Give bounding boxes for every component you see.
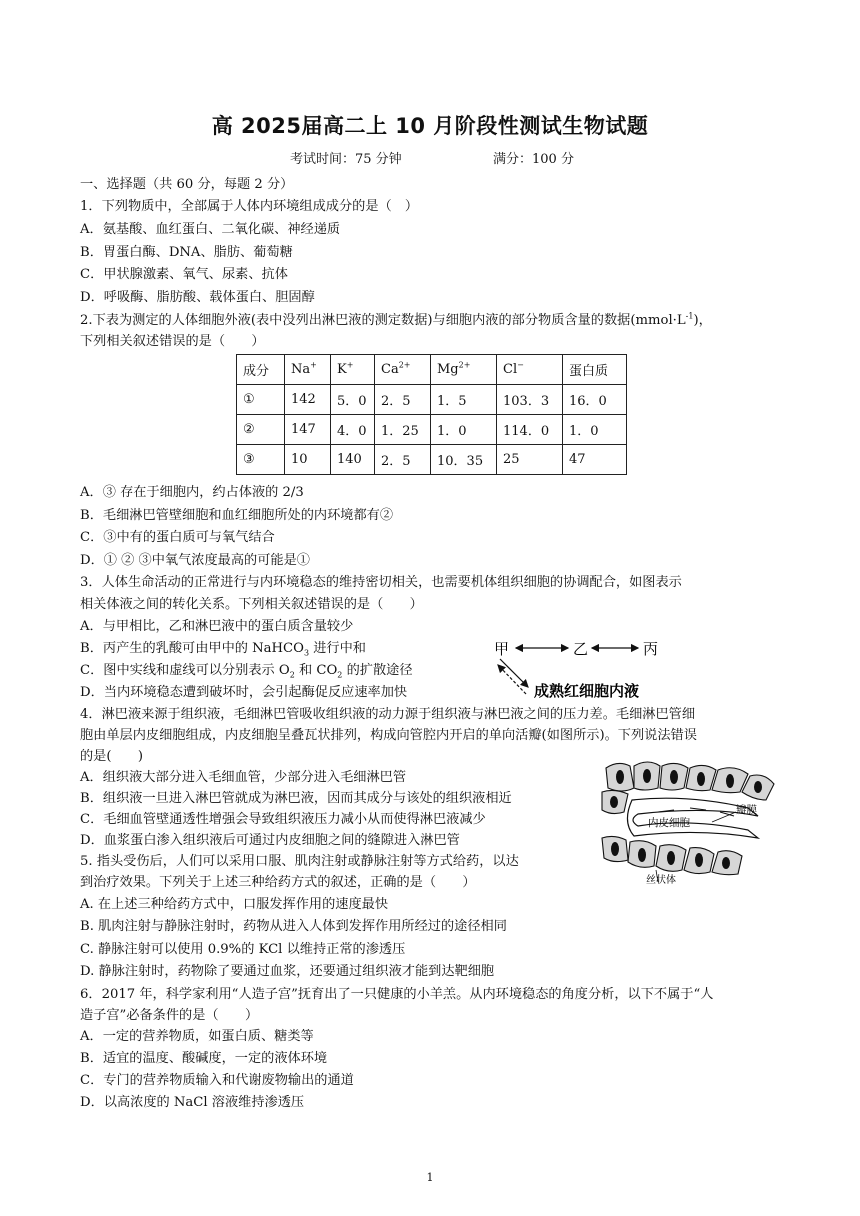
body-fluid-diagram (488, 632, 688, 706)
arrow-dashed-rbc-jia (498, 665, 526, 694)
label-rbc-fluid: 成熟红细胞内液 (534, 682, 640, 700)
header-sup: + (346, 360, 354, 370)
table-header-cell (497, 355, 563, 385)
question-6-stem: 6．2017 年，科学家利用“人造子宫”抚育出了一只健康的小羊羔。从内环境稳态的角度分析，以下不属于“人 (80, 987, 714, 1002)
subscript: 2 (337, 670, 343, 680)
table-row (237, 385, 627, 415)
question-4-option-b: B．组织液一旦进入淋巴管就成为淋巴液，因而其成分与该处的组织液相近 (80, 791, 512, 806)
question-3-option-c (80, 662, 413, 680)
option-text: 的扩散途径 (342, 663, 413, 678)
unit-superscript: -1 (685, 311, 694, 321)
question-1-option-c: C．甲状腺激素、氧气、尿素、抗体 (80, 267, 288, 282)
header-sup: + (310, 360, 317, 370)
full-score: 满分：100 分 (493, 152, 574, 167)
question-1-option-d: D．呼吸酶、脂肪酸、载体蛋白、胆固醇 (80, 290, 315, 305)
question-4-stem: 4．淋巴液来源于组织液，毛细淋巴管吸收组织液的动力源于组织液与淋巴液之间的压力差。毛细淋巴管细 (80, 707, 696, 722)
question-1-stem: 1．下列物质中，全部属于人体内环境组成成分的是（ ） (80, 199, 419, 214)
page-number: 1 (426, 1171, 434, 1184)
ion-concentration-table (236, 354, 627, 475)
option-text: B．丙产生的乳酸可由甲中的 NaHCO (80, 641, 304, 656)
label-jia: 甲 (494, 640, 510, 658)
subscript: 2 (289, 670, 295, 680)
label-endothelial-cell: 内皮细胞 (648, 817, 690, 829)
header-sup: 2+ (398, 360, 411, 370)
lymphatic-capillary-figure (598, 760, 780, 884)
question-6-option-c: C．专门的营养物质输入和代谢废物输出的通道 (80, 1073, 354, 1088)
page-title: 高 2025届高二上 10 月阶段性测试生物试题 (211, 114, 649, 138)
table-row (237, 445, 627, 475)
question-2-option-a: A．③ 存在于细胞内，约占体液的 2/3 (80, 485, 304, 500)
table-cell: 25 (497, 445, 563, 475)
question-2-option-b: B．毛细淋巴管壁细胞和血红细胞所处的内环境都有② (80, 508, 394, 523)
table-cell: 1．0 (563, 415, 627, 445)
table-cell: 1．0 (431, 415, 497, 445)
question-6-option-d: D．以高浓度的 NaCl 溶液维持渗透压 (80, 1095, 305, 1110)
question-4-option-c: C．毛细血管壁通透性增强会导致组织液压力减小从而使得淋巴液减少 (80, 812, 486, 827)
header-text: Na (291, 362, 311, 377)
question-4-stem-line2: 胞由单层内皮细胞组成，内皮细胞呈叠瓦状排列，构成向管腔内开启的单向活瓣(如图所示)。下列说法错误 (80, 728, 697, 743)
question-1-option-b: B．胃蛋白酶、DNA、脂肪、葡萄糖 (80, 245, 293, 260)
question-6-option-a: A．一定的营养物质，如蛋白质、糖类等 (80, 1029, 314, 1044)
header-text: 成分 (243, 364, 270, 379)
section-heading: 一、选择题（共 60 分，每题 2 分） (80, 177, 294, 192)
question-5-option-b: B. 肌肉注射与静脉注射时，药物从进入人体到发挥作用所经过的途径相同 (80, 919, 507, 934)
table-cell: 114．0 (497, 415, 563, 445)
question-5-option-d: D. 静脉注射时，药物除了要通过血浆，还要通过组织液才能到达靶细胞 (80, 964, 495, 979)
table-header-cell (431, 355, 497, 385)
arrow-solid-jia-rbc (500, 659, 528, 687)
question-4-option-d: D．血浆蛋白渗入组织液后可通过内皮细胞之间的缝隙进入淋巴管 (80, 833, 460, 848)
table-cell: 10．35 (431, 445, 497, 475)
table-header-cell (375, 355, 431, 385)
option-text: C．图中实线和虚线可以分别表示 O (80, 663, 290, 678)
table-cell: 140 (331, 445, 375, 475)
label-valve: 瓣膜 (736, 804, 757, 816)
option-text: 和 CO (294, 663, 338, 678)
question-5-stem-line2: 到治疗效果。下列关于上述三种给药方式的叙述，正确的是（ ） (80, 875, 476, 890)
table-cell: 4．0 (331, 415, 375, 445)
table-header-row (237, 355, 627, 385)
question-2-stem-end: )， (693, 313, 712, 328)
label-yi: 乙 (573, 640, 589, 658)
table-cell: 10 (285, 445, 331, 475)
table-cell: 142 (285, 385, 331, 415)
table-cell: 103．3 (497, 385, 563, 415)
table-cell: 5．0 (331, 385, 375, 415)
question-1-option-a: A．氨基酸、血红蛋白、二氧化碳、神经递质 (80, 222, 341, 237)
table-row (237, 415, 627, 445)
question-3-stem: 3．人体生命活动的正常进行与内环境稳态的维持密切相关，也需要机体组织细胞的协调配合，如图表示 (80, 575, 682, 590)
header-sup: 2+ (458, 360, 471, 370)
exam-time: 考试时间：75 分钟 (290, 152, 402, 167)
table-cell: 16．0 (563, 385, 627, 415)
header-text: 蛋白质 (569, 364, 609, 379)
table-header-cell (563, 355, 627, 385)
question-3-stem-line2: 相关体液之间的转化关系。下列相关叙述错误的是（ ） (80, 597, 423, 612)
header-text: Cl (503, 362, 518, 377)
table-cell: 2．5 (375, 385, 431, 415)
question-2-option-d: D．① ② ③中氧气浓度最高的可能是① (80, 553, 310, 568)
table-header-cell (331, 355, 375, 385)
question-3-option-b (80, 640, 366, 658)
table-cell: ③ (237, 445, 285, 475)
question-6-option-b: B．适宜的温度、酸碱度，一定的液体环境 (80, 1051, 328, 1066)
question-2-stem (80, 312, 712, 330)
header-text: Ca (381, 362, 399, 377)
table-cell: ① (237, 385, 285, 415)
question-5-option-c: C. 静脉注射可以使用 0.9%的 KCl 以维持正常的渗透压 (80, 942, 406, 957)
table-cell: ② (237, 415, 285, 445)
option-text: 进行中和 (309, 641, 366, 656)
question-3-option-d: D．当内环境稳态遭到破坏时，会引起酶促反应速率加快 (80, 685, 408, 700)
question-5-stem: 5. 指头受伤后，人们可以采用口服、肌肉注射或静脉注射等方式给药，以达 (80, 854, 519, 869)
table-header-cell (285, 355, 331, 385)
header-text: Mg (437, 362, 459, 377)
question-2-stem-line2: 下列相关叙述错误的是（ ） (80, 334, 265, 349)
table-cell: 1．25 (375, 415, 431, 445)
table-header-cell (237, 355, 285, 385)
question-2-option-c: C．③中有的蛋白质可与氧气结合 (80, 530, 275, 545)
table-cell: 2．5 (375, 445, 431, 475)
question-2-stem-text: 2.下表为测定的人体细胞外液(表中没列出淋巴液的测定数据)与细胞内液的部分物质含量的数据(mmol·L (80, 313, 686, 328)
question-5-option-a: A. 在上述三种给药方式中，口服发挥作用的速度最快 (80, 897, 389, 912)
question-4-option-a: A．组织液大部分进入毛细血管，少部分进入毛细淋巴管 (80, 770, 407, 785)
header-text: K (337, 362, 347, 377)
header-sup: − (517, 360, 524, 370)
question-6-stem-line2: 造子宫”必备条件的是（ ） (80, 1008, 259, 1023)
subscript: 3 (303, 648, 310, 658)
question-4-stem-line3: 的是( ) (80, 749, 144, 764)
question-3-option-a: A．与甲相比，乙和淋巴液中的蛋白质含量较少 (80, 619, 354, 634)
table-cell: 1．5 (431, 385, 497, 415)
label-filament: 丝状体 (646, 875, 676, 884)
table-cell: 147 (285, 415, 331, 445)
table-cell: 47 (563, 445, 627, 475)
label-bing: 丙 (643, 640, 659, 658)
